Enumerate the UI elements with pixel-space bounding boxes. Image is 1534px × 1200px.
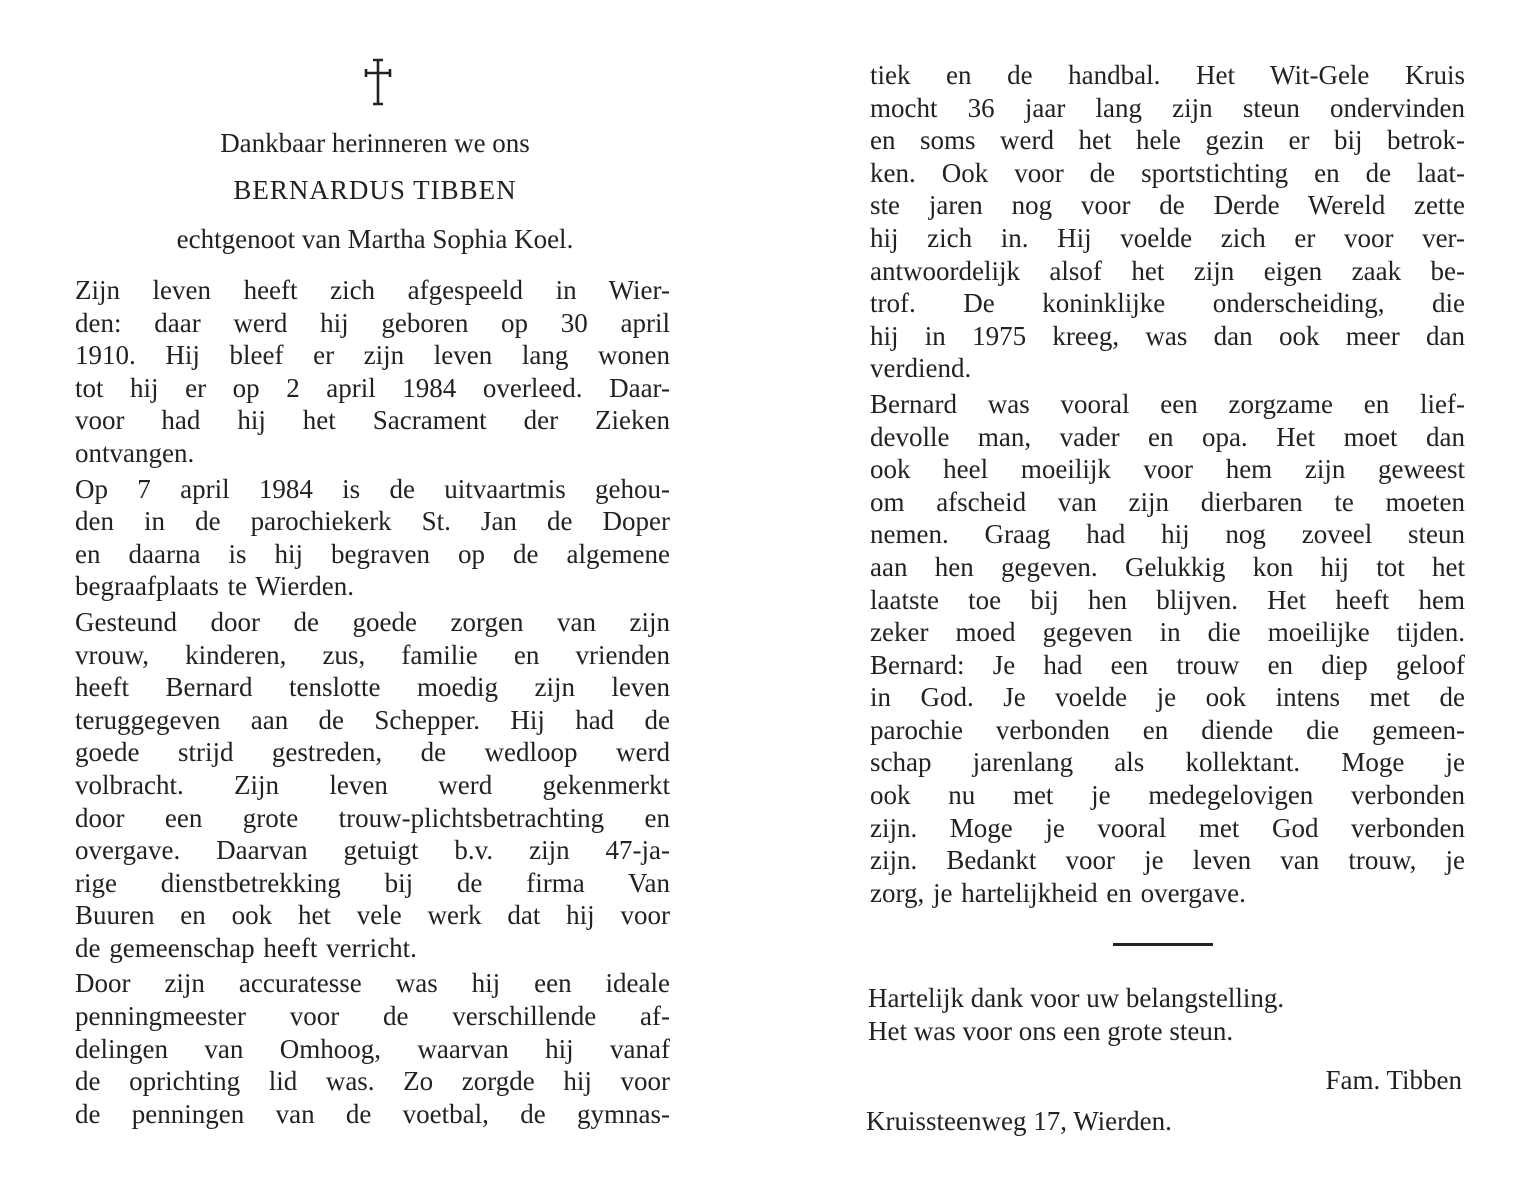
text-line: trof. De koninklijke onderscheiding, die	[870, 288, 1465, 319]
paragraph	[75, 606, 670, 965]
text-line: Bernard: Je had een trouw en diep geloof	[870, 649, 1465, 680]
text-line: Buuren en ook het vele werk dat hij voor	[75, 900, 670, 931]
text-line: ook nu met je medegelovigen verbonden	[870, 780, 1465, 811]
divider	[1113, 943, 1213, 946]
text-line: zeker moed gegeven in die moeilijke tijden.	[870, 617, 1465, 648]
text-line: overgave. Daarvan getuigt b.v. zijn 47-ja-	[75, 835, 670, 866]
text-line: Gesteund door de goede zorgen van zijn	[75, 606, 670, 637]
text-line: Op 7 april 1984 is de uitvaartmis gehou-	[75, 473, 670, 504]
text-line: ken. Ook voor de sportstichting en de laat-	[870, 157, 1465, 188]
cross-icon	[362, 58, 394, 106]
text-line: parochie verbonden en diende die gemeen-	[870, 714, 1465, 745]
text-line: volbracht. Zijn leven werd gekenmerkt	[75, 769, 670, 800]
text-line: en soms werd het hele gezin er bij betrok-	[870, 125, 1465, 156]
text-line: door een grote trouw-plichtsbetrachting en	[75, 802, 670, 833]
text-line: penningmeester voor de verschillende af-	[75, 1001, 670, 1032]
text-line: tot hij er op 2 april 1984 overleed. Daar-	[75, 372, 670, 403]
text-line: den in de parochiekerk St. Jan de Doper	[75, 506, 670, 537]
text-line: antwoordelijk alsof het zijn eigen zaak be-	[870, 255, 1465, 286]
text-line: ste jaren nog voor de Derde Wereld zette	[870, 190, 1465, 221]
text-line: vrouw, kinderen, zus, familie en vrienden	[75, 639, 670, 670]
text-line: goede strijd gestreden, de wedloop werd	[75, 737, 670, 768]
text-line: heeft Bernard tenslotte moedig zijn leven	[75, 672, 670, 703]
text-line: zijn. Bedankt voor je leven van trouw, je	[870, 845, 1465, 876]
text-line: voor had hij het Sacrament der Zieken	[75, 405, 670, 436]
paragraph	[870, 388, 1465, 910]
signature: Fam. Tibben	[1325, 1065, 1462, 1095]
text-line: nemen. Graag had hij nog zoveel steun	[870, 519, 1465, 550]
text-line: devolle man, vader en opa. Het moet dan	[870, 421, 1465, 452]
text-line: ontvangen.	[75, 437, 195, 468]
text-line: de gemeenschap heeft verricht.	[75, 932, 417, 963]
text-line: den: daar werd hij geboren op 30 april	[75, 307, 670, 338]
paragraph	[870, 59, 1465, 385]
text-line: laatste toe bij hen blijven. Het heeft hem	[870, 584, 1465, 615]
text-line: 1910. Hij bleef er zijn leven lang wonen	[75, 340, 670, 371]
text-line: mocht 36 jaar lang zijn steun ondervinden	[870, 92, 1465, 123]
text-line: begraafplaats te Wierden.	[75, 571, 355, 602]
text-line: de oprichting lid was. Zo zorgde hij voor	[75, 1066, 670, 1097]
right-column	[870, 59, 1465, 912]
text-line: rige dienstbetrekking bij de firma Van	[75, 867, 670, 898]
text-line: Bernard was vooral een zorgzame en lief-	[870, 388, 1465, 419]
paragraph	[75, 274, 670, 470]
text-line: ook heel moeilijk voor hem zijn geweest	[870, 454, 1465, 485]
text-line: teruggegeven aan de Schepper. Hij had de	[75, 704, 670, 735]
text-line: zijn. Moge je vooral met God verbonden	[870, 812, 1465, 843]
text-line: de penningen van de voetbal, de gymnas-	[75, 1098, 670, 1129]
text-line: en daarna is hij begraven op de algemene	[75, 538, 670, 569]
deceased-name: BERNARDUS TIBBEN	[233, 175, 517, 205]
text-line: zorg, je hartelijkheid en overgave.	[870, 877, 1246, 908]
intro-text: Dankbaar herinneren we ons	[220, 128, 530, 158]
address: Kruissteenweg 17, Wierden.	[866, 1106, 1172, 1136]
text-line: om afscheid van zijn dierbaren te moeten	[870, 486, 1465, 517]
thanks-line-1: Hartelijk dank voor uw belangstelling.	[868, 983, 1285, 1013]
thanks-line-2: Het was voor ons een grote steun.	[868, 1016, 1234, 1046]
spouse-text: echtgenoot van Martha Sophia Koel.	[176, 224, 574, 254]
text-line: verdiend.	[870, 353, 972, 384]
paragraph	[75, 967, 670, 1130]
text-line: delingen van Omhoog, waarvan hij vanaf	[75, 1033, 670, 1064]
paragraph	[75, 473, 670, 603]
text-line: tiek en de handbal. Het Wit-Gele Kruis	[870, 60, 1465, 90]
left-column	[75, 274, 670, 1133]
text-line: schap jarenlang als kollektant. Moge je	[870, 747, 1465, 778]
text-line: hij zich in. Hij voelde zich er voor ver-	[870, 222, 1465, 253]
text-line: in God. Je voelde je ook intens met de	[870, 682, 1465, 713]
text-line: Door zijn accuratesse was hij een ideale	[75, 968, 670, 999]
text-line: aan hen gegeven. Gelukkig kon hij tot het	[870, 551, 1465, 582]
text-line: hij in 1975 kreeg, was dan ook meer dan	[870, 320, 1465, 351]
text-line: Zijn leven heeft zich afgespeeld in Wier-	[75, 275, 670, 305]
